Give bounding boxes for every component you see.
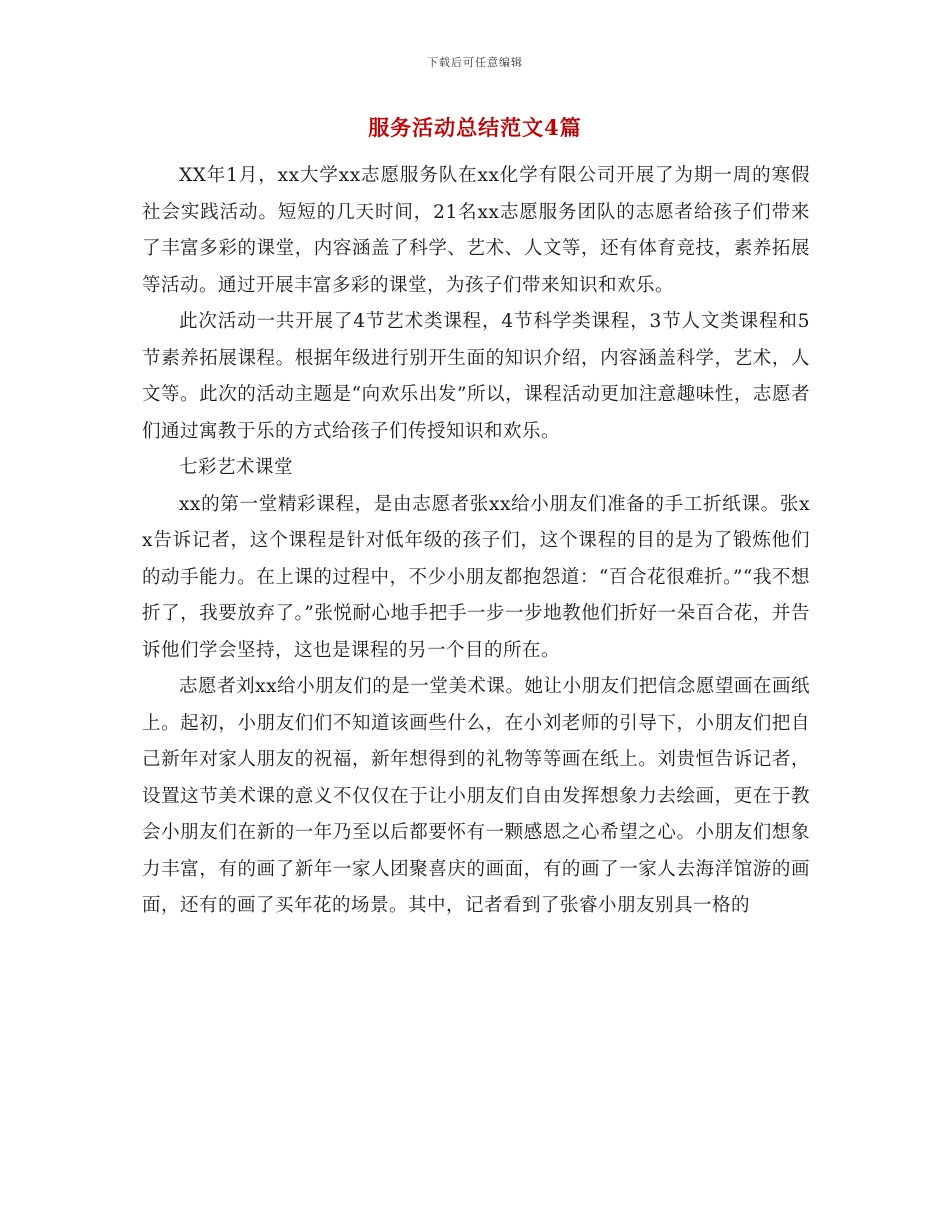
- document-title: 服务活动总结范文4篇: [368, 115, 582, 140]
- document-body: [142, 158, 810, 925]
- paragraph-origami-class: xx的第一堂精彩课程，是由志愿者张xx给小朋友们准备的手工折纸课。张xx告诉记者，这个课程是针对低年级的孩子们，这个课程的目的是为了锻炼他们的动手能力。在上课的过程中，不少小朋友都抱怨道：“百合花很难折。”“我不想折了，我要放弃了。”张悦耐心地手把手一步一步地教他们折好一朵百合花，并告诉他们学会坚持，这也是课程的另一个目的所在。: [142, 493, 810, 661]
- paragraph-activity-summary: 此次活动一共开展了4节艺术类课程，4节科学类课程，3节人文类课程和5节素养拓展课程。根据年级进行别开生面的知识介绍，内容涵盖科学，艺术，人文等。此次的活动主题是“向欢乐出发”所以，课程活动更加注意趣味性，志愿者们通过寓教于乐的方式给孩子们传授知识和欢乐。: [142, 311, 810, 442]
- paragraph-intro: XX年1月，xx大学xx志愿服务队在xx化学有限公司开展了为期一周的寒假社会实践活动。短短的几天时间，21名xx志愿服务团队的志愿者给孩子们带来了丰富多彩的课堂，内容涵盖了科学、艺术、人文等，还有体育竞技，素养拓展等活动。通过开展丰富多彩的课堂，为孩子们带来知识和欢乐。: [142, 165, 810, 296]
- section-heading-art-class: 七彩艺术课堂: [179, 457, 294, 478]
- paragraph-art-class: 志愿者刘xx给小朋友们的是一堂美术课。她让小朋友们把信念愿望画在画纸上。起初，小朋友们们不知道该画些什么，在小刘老师的引导下，小朋友们把自己新年对家人朋友的祝福，新年想得到的礼物等等画在纸上。刘贵恒告诉记者，设置这节美术课的意义不仅仅在于让小朋友们自由发挥想象力去绘画，更在于教会小朋友们在新的一年乃至以后都要怀有一颗感恩之心希望之心。小朋友们想象力丰富，有的画了新年一家人团聚喜庆的画面，有的画了一家人去海洋馆游的画面，还有的画了买年花的场景。其中，记者看到了张睿小朋友别具一格的: [142, 676, 810, 916]
- page-header-note: 下载后可任意编辑: [427, 56, 523, 69]
